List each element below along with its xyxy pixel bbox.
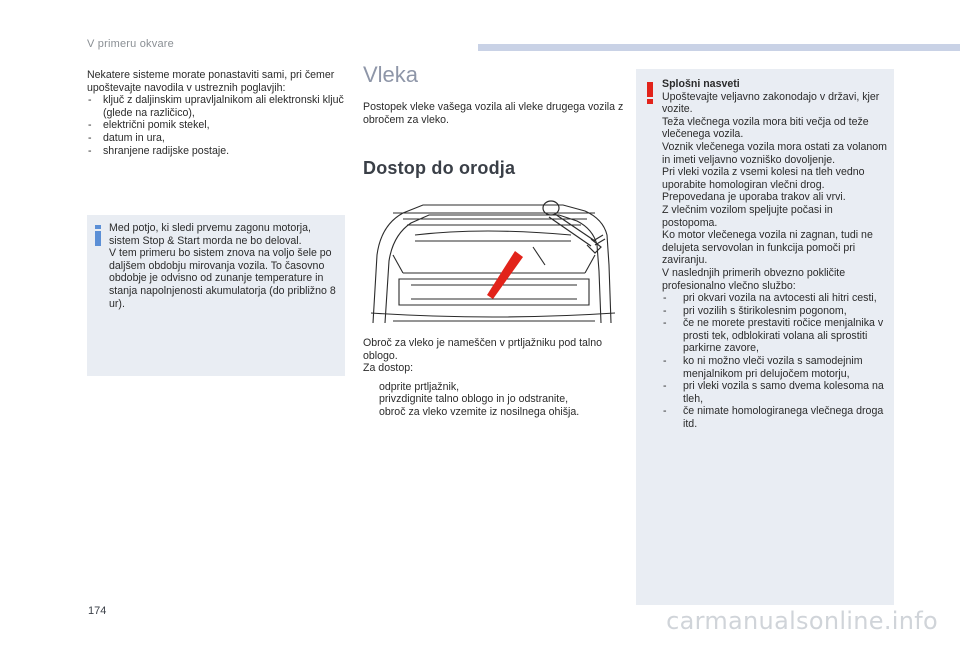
list-item xyxy=(363,393,625,406)
warning-paragraph: Ko motor vlečenega vozila ni zagnan, tudi ne delujeta servovolan in funkcija pomoči pri zaviranju. xyxy=(662,229,873,267)
info-icon xyxy=(94,225,102,246)
info-box xyxy=(87,215,345,376)
warning-box xyxy=(636,69,894,605)
page-heading-vleka: Vleka xyxy=(363,62,419,87)
professional-towing-list xyxy=(662,292,888,431)
list-item: - če ne morete prestaviti ročice menjalnika v prosti tek, odblokirati volana ali sprostiti parkirne zavore, xyxy=(662,317,888,355)
step-text: odprite prtljažnik, xyxy=(379,380,460,393)
list-item: - pri okvari vozila na avtocesti ali hitri cesti, xyxy=(662,292,888,305)
warning-paragraph: Voznik vlečenega vozila mora ostati za volanom in imeti veljavno vozniško dovoljenje. xyxy=(662,140,887,166)
trunk-towing-eye-illustration xyxy=(363,195,624,326)
left-intro: Nekatere sisteme morate ponastaviti sami, pri čemer upoštevajte navodila v ustreznih poglavjih: xyxy=(87,69,335,94)
section-title: V primeru okvare xyxy=(87,38,174,50)
header-accent-bar xyxy=(478,44,960,51)
list-item: - shranjene radijske postaje. xyxy=(87,145,345,158)
reset-systems-list xyxy=(87,94,345,157)
warning-paragraph: Pri vleki vozila z vsemi kolesi na tleh vedno uporabite homologiran vlečni drog. Prepovedana je uporaba trakov ali vrvi. xyxy=(662,166,865,204)
access-steps-list xyxy=(363,381,625,419)
list-item: - pri vleki vozila s samo dvema kolesoma na tleh, xyxy=(662,380,888,405)
step-text: obroč za vleko vzemite iz nosilnega ohišja. xyxy=(379,405,580,418)
subheading-dostop: Dostop do orodja xyxy=(363,158,516,178)
list-item: - električni pomik stekel, xyxy=(87,119,345,132)
middle-intro: Postopek vleke vašega vozila ali vleke drugega vozila z obročem za vleko. xyxy=(363,101,624,126)
list-item: - datum in ura, xyxy=(87,132,345,145)
list-item xyxy=(363,381,625,394)
list-item: - pri vozilih s štirikolesnim pogonom, xyxy=(662,305,888,318)
list-item: - če nimate homologiranega vlečnega droga itd. xyxy=(662,405,888,430)
list-item: - ključ z daljinskim upravljalnikom ali elektronski ključ (glede na različico), xyxy=(87,94,345,119)
page-number: 174 xyxy=(88,605,107,617)
left-column xyxy=(87,69,345,157)
warning-paragraph: Z vlečnim vozilom speljujte počasi in postopoma. xyxy=(662,203,833,229)
middle-heading-block xyxy=(363,62,623,88)
list-item xyxy=(363,406,625,419)
warning-paragraph: V naslednjih primerih obvezno pokličite profesionalno vlečno službo: xyxy=(662,266,846,292)
list-item: - ko ni možno vleči vozila s samodejnim menjalnikom pri delujočem motorju, xyxy=(662,355,888,380)
watermark: carmanualsonline.info xyxy=(666,607,938,635)
warning-paragraph: Teža vlečnega vozila mora biti večja od teže vlečenega vozila. xyxy=(662,115,869,141)
info-text: Med potjo, ki sledi prvemu zagonu motorja, sistem Stop & Start morda ne bo deloval. V tem primeru bo sistem znova na voljo šele po daljšem obdobju mirovanja vozila. To časovno obdobje je odvisno od zunanje temperature in stanja napolnjenosti akumulatorja (do približno 8 ur). xyxy=(109,222,336,310)
towing-eye-location: Obroč za vleko je nameščen v prtljažniku pod talno oblogo. Za dostop: xyxy=(363,337,603,375)
warning-icon xyxy=(647,82,653,104)
step-text: privzdignite talno oblogo in jo odstranite, xyxy=(379,393,569,406)
warning-title: Splošni nasveti xyxy=(662,78,740,90)
middle-text xyxy=(363,337,625,419)
warning-paragraph: Upoštevajte veljavno zakonodajo v državi, kjer vozite. xyxy=(662,90,880,116)
